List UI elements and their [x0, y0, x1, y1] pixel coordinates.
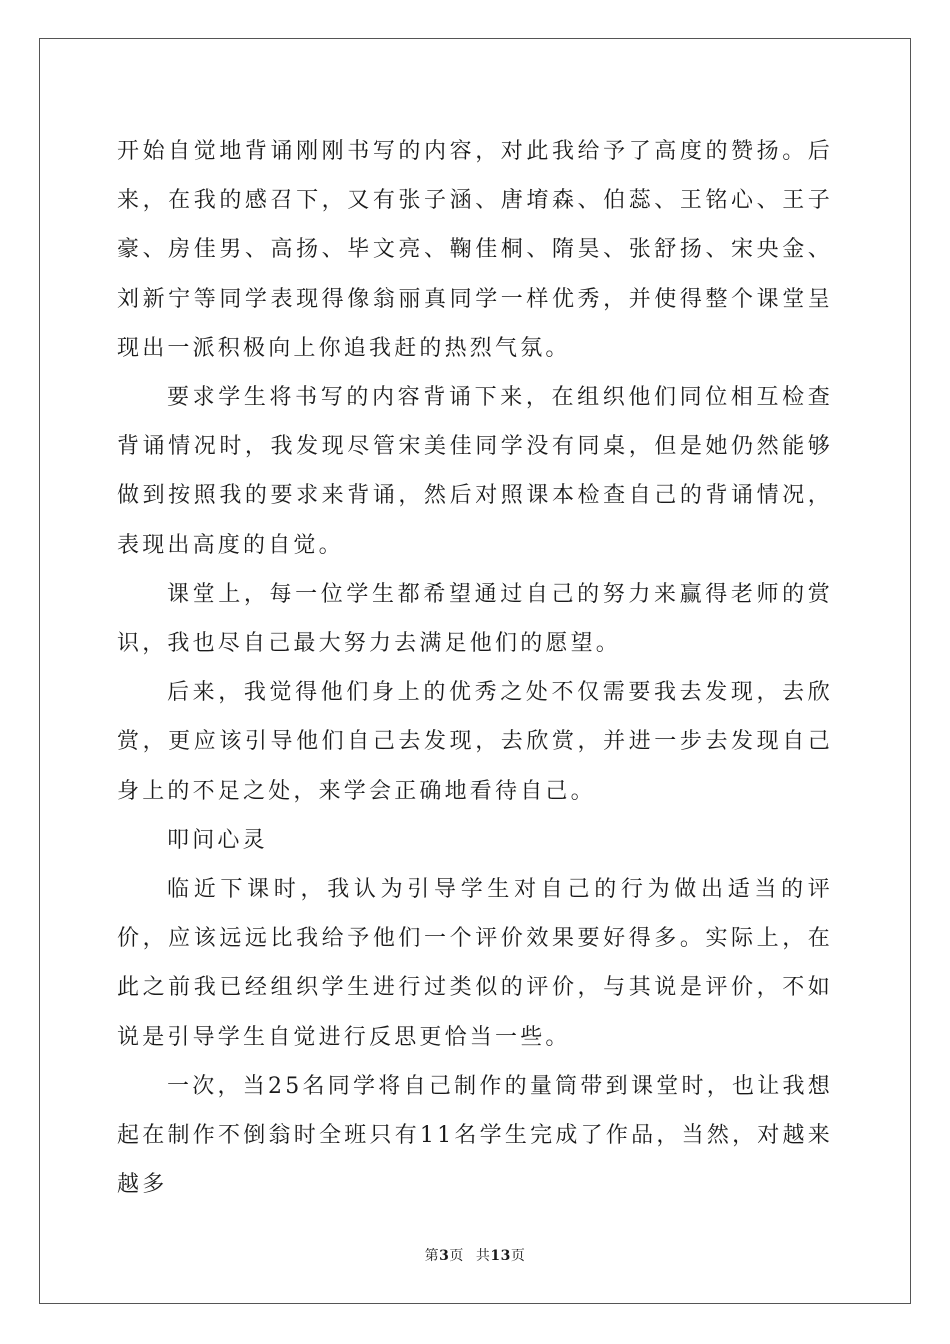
- paragraph: 要求学生将书写的内容背诵下来，在组织他们同位相互检查背诵情况时，我发现尽管宋美佳同学没有同桌，但是她仍然能够做到按照我的要求来背诵，然后对照课本检查自己的背诵情况，表现出高度的自觉。: [117, 385, 833, 558]
- current-page-number: 3: [439, 1248, 450, 1264]
- total-prefix: 共: [475, 1248, 491, 1264]
- paragraph: 课堂上，每一位学生都希望通过自己的努力来赢得老师的赏识，我也尽自己最大努力去满足他们的愿望。: [117, 581, 833, 657]
- page-suffix: 页: [449, 1248, 464, 1264]
- paragraph: 后来，我觉得他们身上的优秀之处不仅需要我去发现，去欣赏，更应该引导他们自己去发现，去欣赏，并进一步去发现自己身上的不足之处，来学会正确地看待自己。: [117, 680, 833, 804]
- page-prefix: 第: [424, 1248, 440, 1264]
- paragraph: 临近下课时，我认为引导学生对自己的行为做出适当的评价，应该远远比我给予他们一个评价效果要好得多。实际上，在此之前我已经组织学生进行过类似的评价，与其说是评价，不如说是引导学生自觉进行反思更恰当一些。: [117, 877, 833, 1050]
- page-footer: [0, 1245, 950, 1265]
- document-body: [117, 127, 833, 1209]
- total-page-count: 13: [490, 1248, 511, 1264]
- paragraph: 一次，当25名同学将自己制作的量筒带到课堂时，也让我想起在制作不倒翁时全班只有11名学生完成了作品，当然，对越来越多: [117, 1073, 833, 1198]
- paragraph: 开始自觉地背诵刚刚书写的内容，对此我给予了高度的赞扬。后来，在我的感召下，又有张子涵、唐堉森、伯蕊、王铭心、王子豪、房佳男、高扬、毕文亮、鞠佳桐、隋昊、张舒扬、宋央金、刘新宁等同学表现得像翁丽真同学一样优秀，并使得整个课堂呈现出一派积极向上你追我赶的热烈气氛。: [117, 139, 833, 361]
- total-suffix: 页: [510, 1248, 526, 1264]
- section-heading: 叩问心灵: [167, 827, 268, 853]
